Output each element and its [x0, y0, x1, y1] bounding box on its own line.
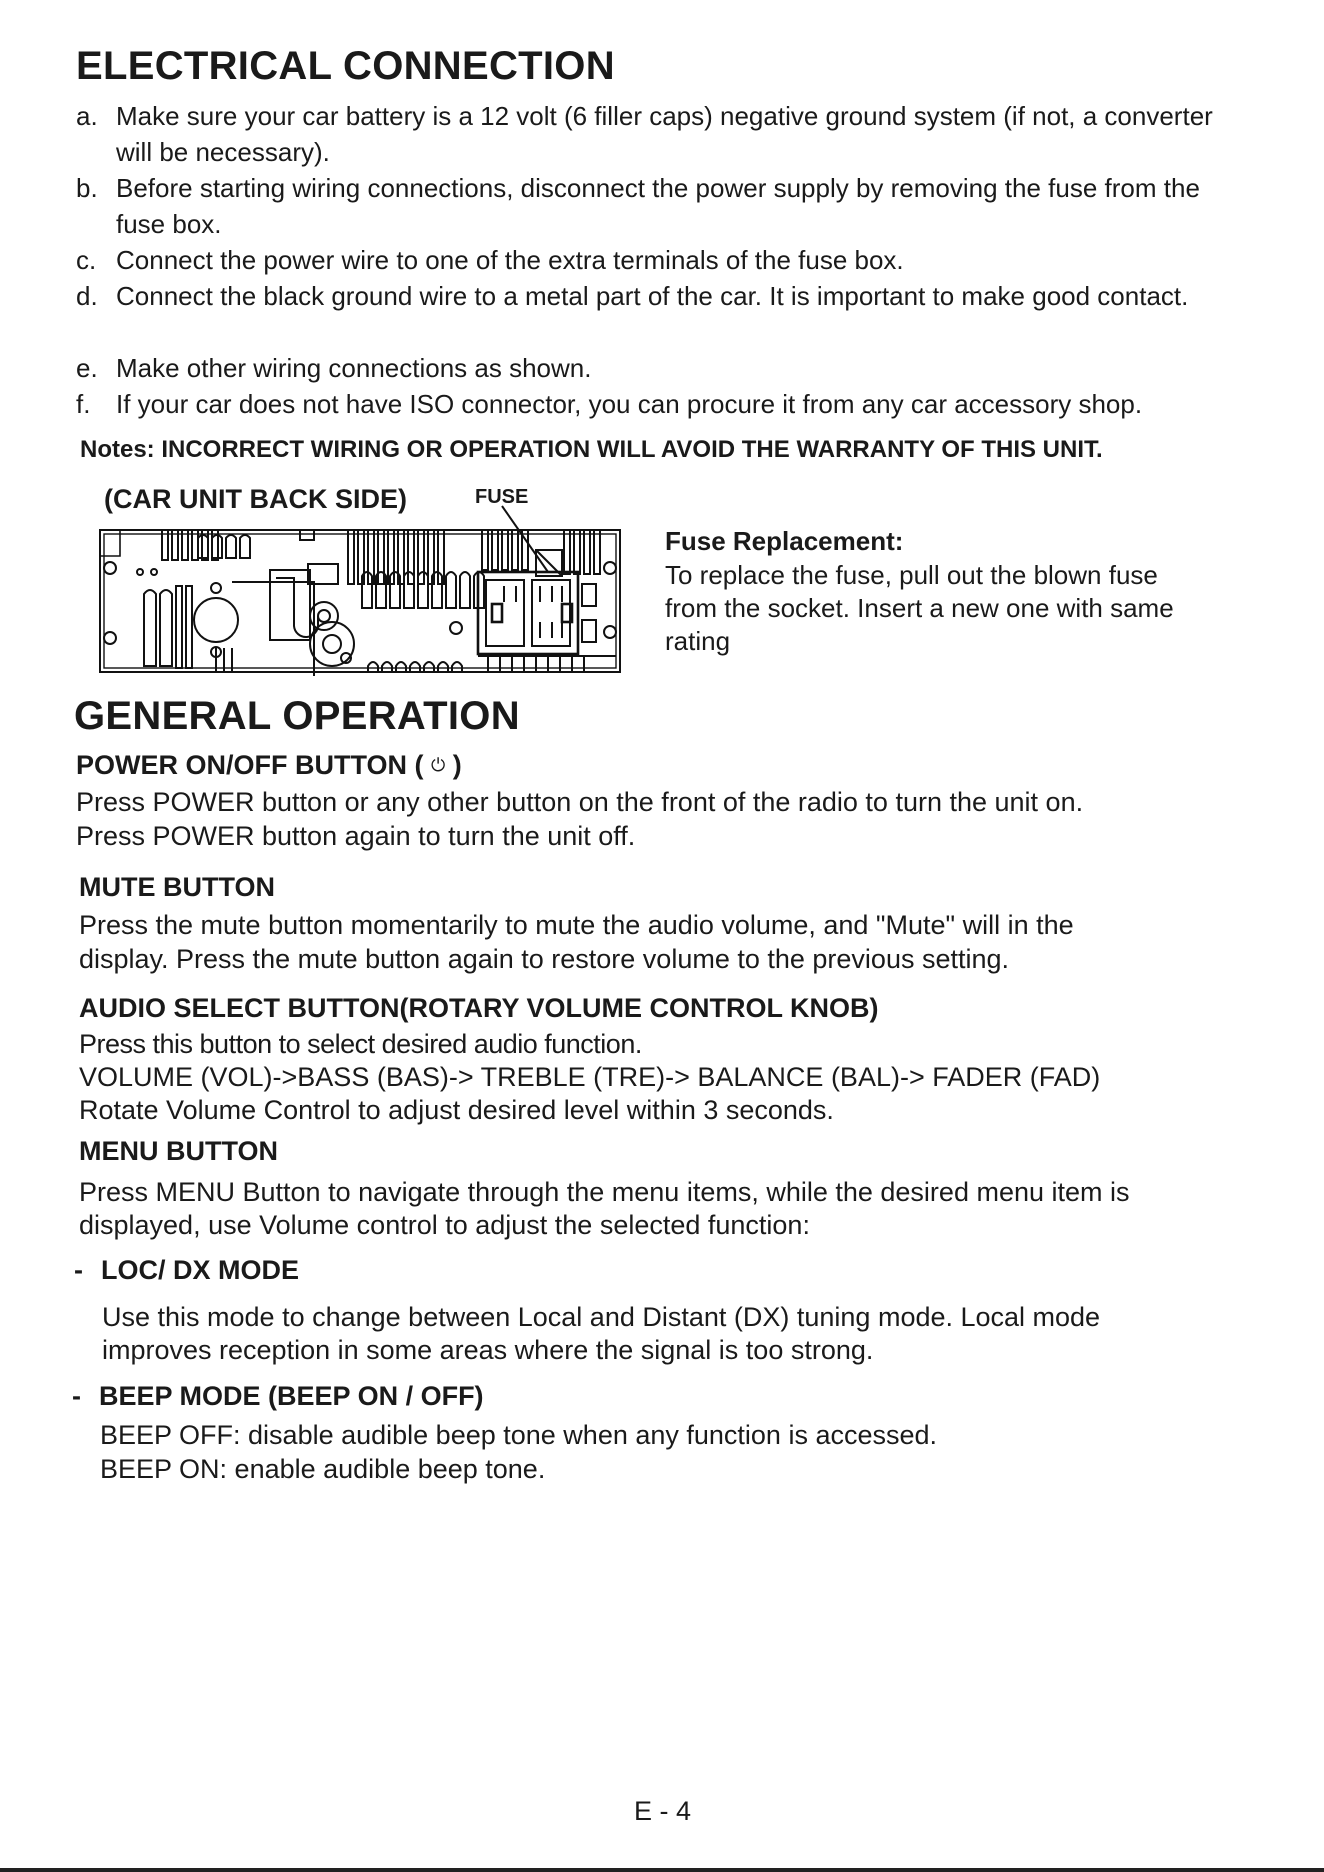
list-letter: f. [76, 389, 91, 419]
fuse-label: FUSE [475, 486, 529, 508]
fuse-replacement-line: To replace the fuse, pull out the blown fuse [665, 560, 1158, 590]
power-line: Press POWER button again to turn the unit off. [76, 821, 636, 851]
power-icon: ⏻ [430, 755, 446, 775]
list-text: Make other wiring connections as shown. [116, 353, 592, 383]
list-item [76, 242, 1246, 278]
list-letter: e. [76, 353, 98, 383]
list-item [76, 170, 1246, 242]
list-text: Connect the black ground wire to a metal part of the car. It is important to make good contact. [116, 281, 1189, 311]
diagram-caption: (CAR UNIT BACK SIDE) [104, 484, 407, 514]
bottom-edge-rule [0, 1868, 1324, 1872]
list-text: Before starting wiring connections, disconnect the power supply by removing the fuse from the fuse box. [116, 173, 1200, 239]
car-unit-back-diagram [96, 504, 628, 676]
beep-line: BEEP OFF: disable audible beep tone when any function is accessed. [100, 1420, 938, 1450]
audio-line: Press this button to select desired audio function. [79, 1029, 642, 1059]
beep-line: BEEP ON: enable audible beep tone. [100, 1454, 546, 1484]
list-item [76, 278, 1246, 314]
section-title-electrical: ELECTRICAL CONNECTION [76, 44, 615, 88]
list-item [76, 98, 1246, 170]
page-number: E - 4 [634, 1796, 692, 1826]
mute-line: display. Press the mute button again to restore volume to the previous setting. [79, 944, 1010, 974]
fuse-replacement-title: Fuse Replacement: [665, 526, 904, 556]
menu-line: displayed, use Volume control to adjust the selected function: [79, 1210, 810, 1240]
loc-line: Use this mode to change between Local and Distant (DX) tuning mode. Local mode [102, 1302, 1101, 1332]
power-heading [76, 750, 462, 781]
power-heading-text: POWER ON/OFF BUTTON ( [76, 750, 431, 780]
mute-heading: MUTE BUTTON [79, 872, 275, 902]
menu-line: Press MENU Button to navigate through the menu items, while the desired menu item is [79, 1177, 1130, 1207]
list-letter: d. [76, 281, 98, 311]
list-letter: c. [76, 245, 97, 275]
fuse-replacement-line: rating [665, 626, 731, 656]
loc-dash: - [74, 1255, 83, 1285]
list-letter: b. [76, 173, 98, 203]
loc-line: improves reception in some areas where the signal is too strong. [102, 1335, 874, 1365]
list-text: Connect the power wire to one of the extra terminals of the fuse box. [116, 245, 904, 275]
beep-heading: BEEP MODE (BEEP ON / OFF) [99, 1381, 484, 1411]
list-item [76, 386, 1316, 422]
power-heading-end: ) [445, 750, 462, 780]
audio-line: VOLUME (VOL)->BASS (BAS)-> TREBLE (TRE)-> BALANCE (BAL)-> FADER (FAD) [79, 1062, 1101, 1092]
audio-line: Rotate Volume Control to adjust desired level within 3 seconds. [79, 1095, 834, 1125]
warranty-note: Notes: INCORRECT WIRING OR OPERATION WILL AVOID THE WARRANTY OF THIS UNIT. [80, 436, 1103, 463]
list-item [76, 350, 1246, 386]
mute-line: Press the mute button momentarily to mute the audio volume, and "Mute" will in the [79, 910, 1074, 940]
list-text: Make sure your car battery is a 12 volt (6 filler caps) negative ground system (if not, a converter will be necessary). [116, 101, 1213, 167]
power-line: Press POWER button or any other button on the front of the radio to turn the unit on. [76, 787, 1084, 817]
menu-heading: MENU BUTTON [79, 1136, 278, 1166]
audio-heading: AUDIO SELECT BUTTON(ROTARY VOLUME CONTROL KNOB) [79, 993, 879, 1023]
beep-dash: - [72, 1381, 81, 1411]
list-letter: a. [76, 101, 98, 131]
list-text: If your car does not have ISO connector, you can procure it from any car accessory shop. [116, 389, 1143, 419]
section-title-general: GENERAL OPERATION [74, 694, 520, 738]
fuse-replacement-line: from the socket. Insert a new one with same [665, 593, 1174, 623]
loc-heading: LOC/ DX MODE [101, 1255, 300, 1285]
